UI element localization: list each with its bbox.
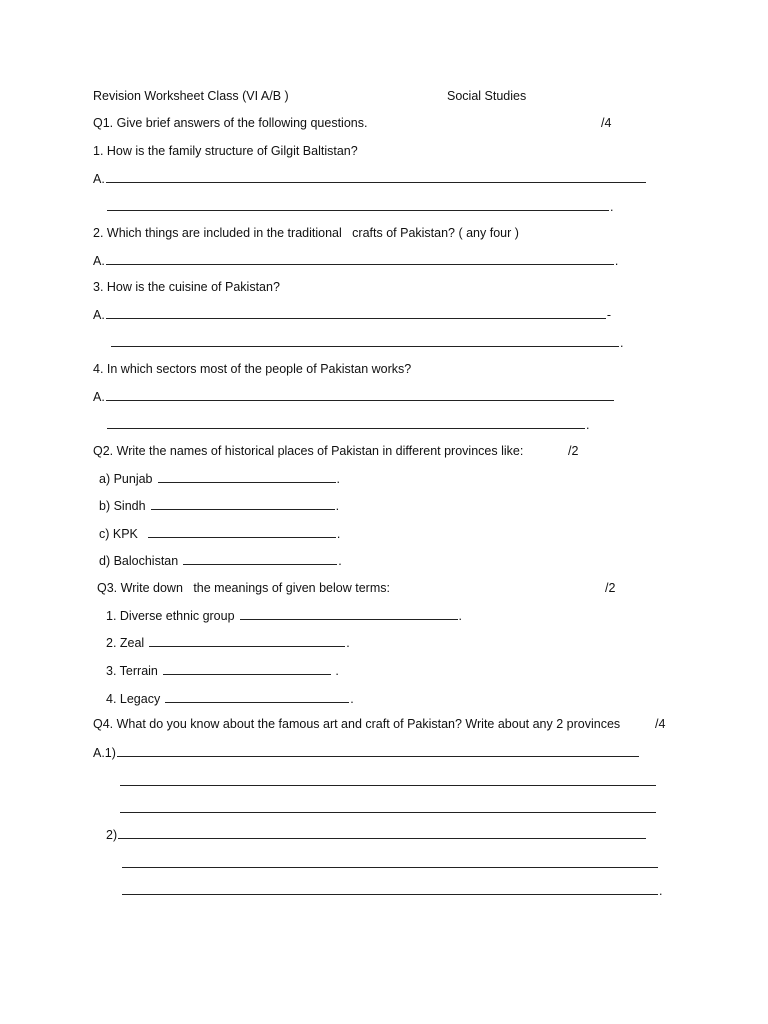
- item-label: b) Sindh: [99, 499, 146, 513]
- answer-blank[interactable]: [148, 525, 336, 538]
- line-end-mark: .: [614, 254, 619, 268]
- q1-marks: [601, 115, 611, 131]
- q1-answer-4-line-1[interactable]: [93, 388, 615, 405]
- answer-prefix: A.: [93, 172, 105, 186]
- q1-answer-3-line-1[interactable]: [93, 306, 611, 323]
- q1-marks-text: /4: [601, 116, 612, 130]
- answer-blank[interactable]: [163, 662, 331, 675]
- q4-answer-2-line-3[interactable]: [121, 882, 662, 899]
- answer-blank[interactable]: [122, 855, 658, 868]
- q4-heading: [93, 716, 620, 732]
- line-end-mark: .: [620, 336, 624, 350]
- q1-question-3: [93, 279, 280, 295]
- answer-prefix: A.: [93, 390, 105, 404]
- answer-blank[interactable]: [106, 388, 614, 401]
- line-end-mark: .: [346, 636, 350, 650]
- line-end-mark: .: [336, 527, 341, 541]
- q2-item-punjab[interactable]: [99, 470, 340, 487]
- q2-marks-text: /2: [568, 444, 579, 458]
- answer-blank[interactable]: [151, 497, 335, 510]
- line-end-mark: .: [338, 554, 342, 568]
- answer-blank[interactable]: [107, 416, 585, 429]
- q1-question-2: [93, 225, 519, 241]
- answer-blank[interactable]: [149, 634, 345, 647]
- q2-heading: [93, 443, 523, 459]
- answer-blank[interactable]: [240, 607, 458, 620]
- item-label: d) Balochistan: [99, 554, 179, 568]
- q1-question-4: [93, 361, 411, 377]
- q1-heading-text: Q1. Give brief answers of the following questions.: [93, 116, 368, 130]
- q1-answer-2-line-1[interactable]: [93, 252, 618, 269]
- q4-answer-2-line-1[interactable]: [106, 826, 647, 843]
- line-end-mark: -: [606, 308, 611, 322]
- q1-heading: [93, 115, 367, 131]
- q2-item-kpk[interactable]: [99, 525, 340, 542]
- q1-answer-1-line-1[interactable]: [93, 170, 647, 187]
- q4-answer-1-line-2[interactable]: [119, 773, 657, 786]
- q3-marks-text: /2: [605, 581, 616, 595]
- question-text: 4. In which sectors most of the people of Pakistan works?: [93, 362, 412, 376]
- q2-item-sindh[interactable]: [99, 497, 339, 514]
- answer-blank[interactable]: [106, 170, 646, 183]
- line-end-mark: .: [335, 499, 340, 513]
- line-end-mark: .: [336, 472, 340, 486]
- answer-blank[interactable]: [106, 306, 606, 319]
- q3-item-terrain[interactable]: [106, 662, 339, 679]
- item-label: a) Punjab: [99, 472, 153, 486]
- answer-blank[interactable]: [120, 800, 656, 813]
- item-label: 3. Terrain: [106, 664, 158, 678]
- q3-item-zeal[interactable]: [106, 634, 350, 651]
- answer-blank[interactable]: [118, 826, 646, 839]
- answer-blank[interactable]: [122, 882, 658, 895]
- q1-answer-4-line-2[interactable]: [106, 416, 589, 433]
- answer-prefix: A.: [93, 308, 105, 322]
- answer-prefix: 2): [106, 828, 118, 842]
- answer-blank[interactable]: [107, 198, 609, 211]
- line-end-mark: .: [586, 418, 590, 432]
- answer-blank[interactable]: [165, 690, 349, 703]
- q4-answer-2-line-2[interactable]: [121, 855, 659, 868]
- q3-item-diverse-ethnic-group[interactable]: [106, 607, 462, 624]
- answer-prefix: A.: [93, 254, 105, 268]
- item-label: c) KPK: [99, 527, 138, 541]
- q4-answer-1-line-1[interactable]: [93, 744, 640, 761]
- item-label: 1. Diverse ethnic group: [106, 609, 235, 623]
- line-end-mark: .: [458, 609, 463, 623]
- title-text: Revision Worksheet Class (VI A/B ): [93, 89, 289, 103]
- q4-marks-text: /4: [655, 717, 666, 731]
- line-end-mark: .: [350, 692, 354, 706]
- line-end-mark: .: [610, 200, 614, 214]
- subject-text: Social Studies: [447, 89, 527, 103]
- answer-blank[interactable]: [117, 744, 639, 757]
- q1-question-1: [93, 143, 358, 159]
- line-end-mark: .: [331, 664, 339, 678]
- subject-label: [447, 88, 526, 104]
- item-label: 4. Legacy: [106, 692, 161, 706]
- q1-answer-1-line-2[interactable]: [106, 198, 613, 215]
- q2-heading-text: Q2. Write the names of historical places of Pakistan in different provinces like:: [93, 444, 524, 458]
- answer-blank[interactable]: [120, 773, 656, 786]
- q2-marks: [568, 443, 578, 459]
- answer-blank[interactable]: [106, 252, 614, 265]
- question-text: 1. How is the family structure of Gilgit Baltistan?: [93, 144, 358, 158]
- q4-answer-1-line-3[interactable]: [119, 800, 657, 813]
- q3-item-legacy[interactable]: [106, 690, 354, 707]
- answer-prefix: A.1): [93, 746, 116, 760]
- q4-heading-text: Q4. What do you know about the famous art and craft of Pakistan? Write about any 2 provinces: [93, 717, 621, 731]
- answer-blank[interactable]: [111, 334, 619, 347]
- q1-answer-3-line-2[interactable]: [110, 334, 623, 351]
- question-text: 3. How is the cuisine of Pakistan?: [93, 280, 280, 294]
- worksheet-title: [93, 88, 289, 104]
- q3-heading: [97, 580, 390, 596]
- question-text: 2. Which things are included in the traditional crafts of Pakistan? ( any four ): [93, 226, 519, 240]
- line-end-mark: .: [659, 884, 663, 898]
- q2-item-balochistan[interactable]: [99, 552, 342, 569]
- answer-blank[interactable]: [183, 552, 337, 565]
- q3-heading-text: Q3. Write down the meanings of given below terms:: [97, 581, 390, 595]
- q3-marks: [605, 580, 615, 596]
- answer-blank[interactable]: [158, 470, 336, 483]
- item-label: 2. Zeal: [106, 636, 145, 650]
- q4-marks: [655, 716, 665, 732]
